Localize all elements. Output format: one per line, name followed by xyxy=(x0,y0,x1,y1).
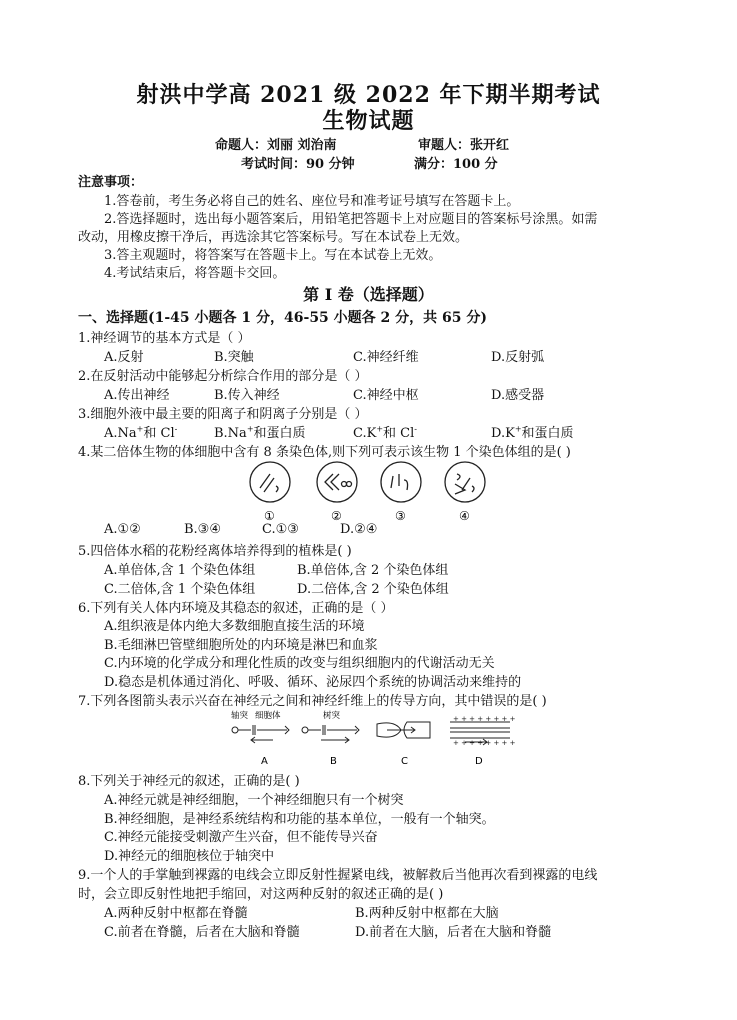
q5-option-b: B.单倍体,含 2 个染色体组 xyxy=(297,563,449,578)
reviewer: 审题人：张开红 xyxy=(418,138,510,153)
q4-label-4: ④ xyxy=(459,509,470,523)
q7-label-b: B xyxy=(330,756,337,767)
q5-option-a: A.单倍体,含 1 个染色体组 xyxy=(104,563,256,578)
q4-option-c: C.①③ xyxy=(262,522,299,537)
q5-option-d: D.二倍体,含 2 个染色体组 xyxy=(297,582,449,597)
q6-stem: 6.下列有关人体内环境及其稳态的叙述，正确的是（ ） xyxy=(78,601,394,616)
notice-item-1: 1.答卷前，考生务必将自己的姓名、座位号和准考证号填写在答题卡上。 xyxy=(104,194,520,209)
q2-option-d: D.感受器 xyxy=(491,388,545,403)
q7-label-axon: 轴突 xyxy=(231,711,249,721)
q7-label-d: D xyxy=(475,756,483,767)
q4-label-1: ① xyxy=(264,509,275,523)
q1-option-a: A.反射 xyxy=(104,350,144,365)
notice-heading: 注意事项： xyxy=(78,175,144,190)
q1-stem: 1.神经调节的基本方式是（ ） xyxy=(78,331,251,346)
q7-label-a: A xyxy=(261,756,268,767)
q6-option-c: C.内环境的化学成分和理化性质的改变与组织细胞内的代谢活动无关 xyxy=(104,656,495,671)
q3-option-d: D.K+和蛋白质 xyxy=(491,424,574,441)
q3-stem: 3.细胞外液中最主要的阳离子和阴离子分别是（ ） xyxy=(78,407,368,422)
q4-label-3: ③ xyxy=(395,509,406,523)
q4-option-d: D.②④ xyxy=(340,522,378,537)
notice-item-2a: 2.答选择题时，选出每小题答案后，用铅笔把答题卡上对应题目的答案标号涂黑。如需 xyxy=(104,212,598,227)
q8-option-d: D.神经元的细胞核位于轴突中 xyxy=(104,849,275,864)
q4-chromosome-figures xyxy=(240,458,500,526)
section-title: 第 I 卷（选择题） xyxy=(303,285,434,304)
q3-option-b: B.Na+和蛋白质 xyxy=(214,424,306,441)
q8-option-b: B.神经细胞，是神经系统结构和功能的基本单位，一般有一个轴突。 xyxy=(104,812,495,827)
q7-stem: 7.下列各图箭头表示兴奋在神经元之间和神经纤维上的传导方向，其中错误的是( ) xyxy=(78,694,547,709)
notice-item-3: 3.答主观题时，将答案写在答题卡上。写在本试卷上无效。 xyxy=(104,248,442,263)
diagram-c xyxy=(377,722,430,738)
exam-subject: 生物试题 xyxy=(322,108,415,134)
exam-title: 射洪中学高 2021 级 2022 年下期半期考试 xyxy=(136,82,601,108)
q6-option-a: A.组织液是体内绝大多数细胞直接生活的环境 xyxy=(104,619,365,634)
cell-figure-2 xyxy=(317,462,357,502)
q9-stem-line2: 时，会立即反射性地把手缩回，对这两种反射的叙述正确的是( ) xyxy=(78,887,444,902)
q2-option-b: B.传入神经 xyxy=(214,388,280,403)
q9-option-d: D.前者在大脑，后者在大脑和脊髓 xyxy=(355,925,552,940)
q9-option-b: B.两种反射中枢都在大脑 xyxy=(355,906,499,921)
q8-stem: 8.下列关于神经元的叙述，正确的是( ) xyxy=(78,774,300,789)
q4-option-a: A.①② xyxy=(104,522,141,537)
diagram-a xyxy=(232,725,289,743)
svg-text:+ + + + + + + +: + + + + + + + + xyxy=(453,739,515,747)
diagram-b xyxy=(302,725,359,743)
q9-option-a: A.两种反射中枢都在脊髓 xyxy=(104,906,248,921)
exam-time: 考试时间：90 分钟 xyxy=(241,157,355,172)
q8-option-c: C.神经元能接受刺激产生兴奋，但不能传导兴奋 xyxy=(104,830,378,845)
q1-option-d: D.反射弧 xyxy=(491,350,545,365)
q3-option-c: C.K+和 Cl- xyxy=(353,424,417,441)
svg-text:+ + + + + + + +: + + + + + + + + xyxy=(453,715,515,723)
q7-label-c: C xyxy=(401,756,408,767)
q1-option-c: C.神经纤维 xyxy=(353,350,419,365)
q4-option-b: B.③④ xyxy=(184,522,221,537)
notice-item-4: 4.考试结束后，将答题卡交回。 xyxy=(104,266,286,281)
q7-label-dendrite: 树突 xyxy=(323,711,341,721)
q3-option-a: A.Na+和 Cl- xyxy=(104,424,178,441)
cell-figure-4 xyxy=(445,462,485,502)
q8-option-a: A.神经元就是神经细胞，一个神经细胞只有一个树突 xyxy=(104,793,404,808)
cell-figure-1 xyxy=(250,462,290,502)
q9-option-c: C.前者在脊髓，后者在大脑和脊髓 xyxy=(104,925,300,940)
cell-figure-3 xyxy=(381,462,421,502)
q9-stem-line1: 9.一个人的手掌触到裸露的电线会立即反射性握紧电线，被解救后当他再次看到裸露的电线 xyxy=(78,868,598,883)
q1-option-b: B.突触 xyxy=(214,350,254,365)
q7-label-cellbody: 细胞体 xyxy=(255,711,281,721)
q5-stem: 5.四倍体水稻的花粉经离体培养得到的植株是( ) xyxy=(78,544,352,559)
q6-option-b: B.毛细淋巴管壁细胞所处的内环境是淋巴和血浆 xyxy=(104,638,378,653)
notice-item-2b: 改动，用橡皮擦干净后，再选涂其它答案标号。写在本试卷上无效。 xyxy=(78,230,469,245)
q4-stem: 4.某二倍体生物的体细胞中含有 8 条染色体,则下列可表示该生物 1 个染色体组的是( ) xyxy=(78,445,571,460)
q2-option-a: A.传出神经 xyxy=(104,388,170,403)
q2-option-c: C.神经中枢 xyxy=(353,388,419,403)
section-part: 一、选择题(1-45 小题各 1 分，46-55 小题各 2 分，共 65 分) xyxy=(78,310,488,326)
q6-option-d: D.稳态是机体通过消化、呼吸、循环、泌尿四个系统的协调活动来维持的 xyxy=(104,675,522,690)
q5-option-c: C.二倍体,含 1 个染色体组 xyxy=(104,582,256,597)
full-score: 满分：100 分 xyxy=(414,157,498,172)
authors: 命题人：刘丽 刘治南 xyxy=(215,138,337,153)
q4-label-2: ② xyxy=(331,509,342,523)
q2-stem: 2.在反射活动中能够起分析综合作用的部分是（ ） xyxy=(78,369,368,384)
diagram-d xyxy=(450,715,515,747)
q7-diagrams xyxy=(225,708,515,770)
